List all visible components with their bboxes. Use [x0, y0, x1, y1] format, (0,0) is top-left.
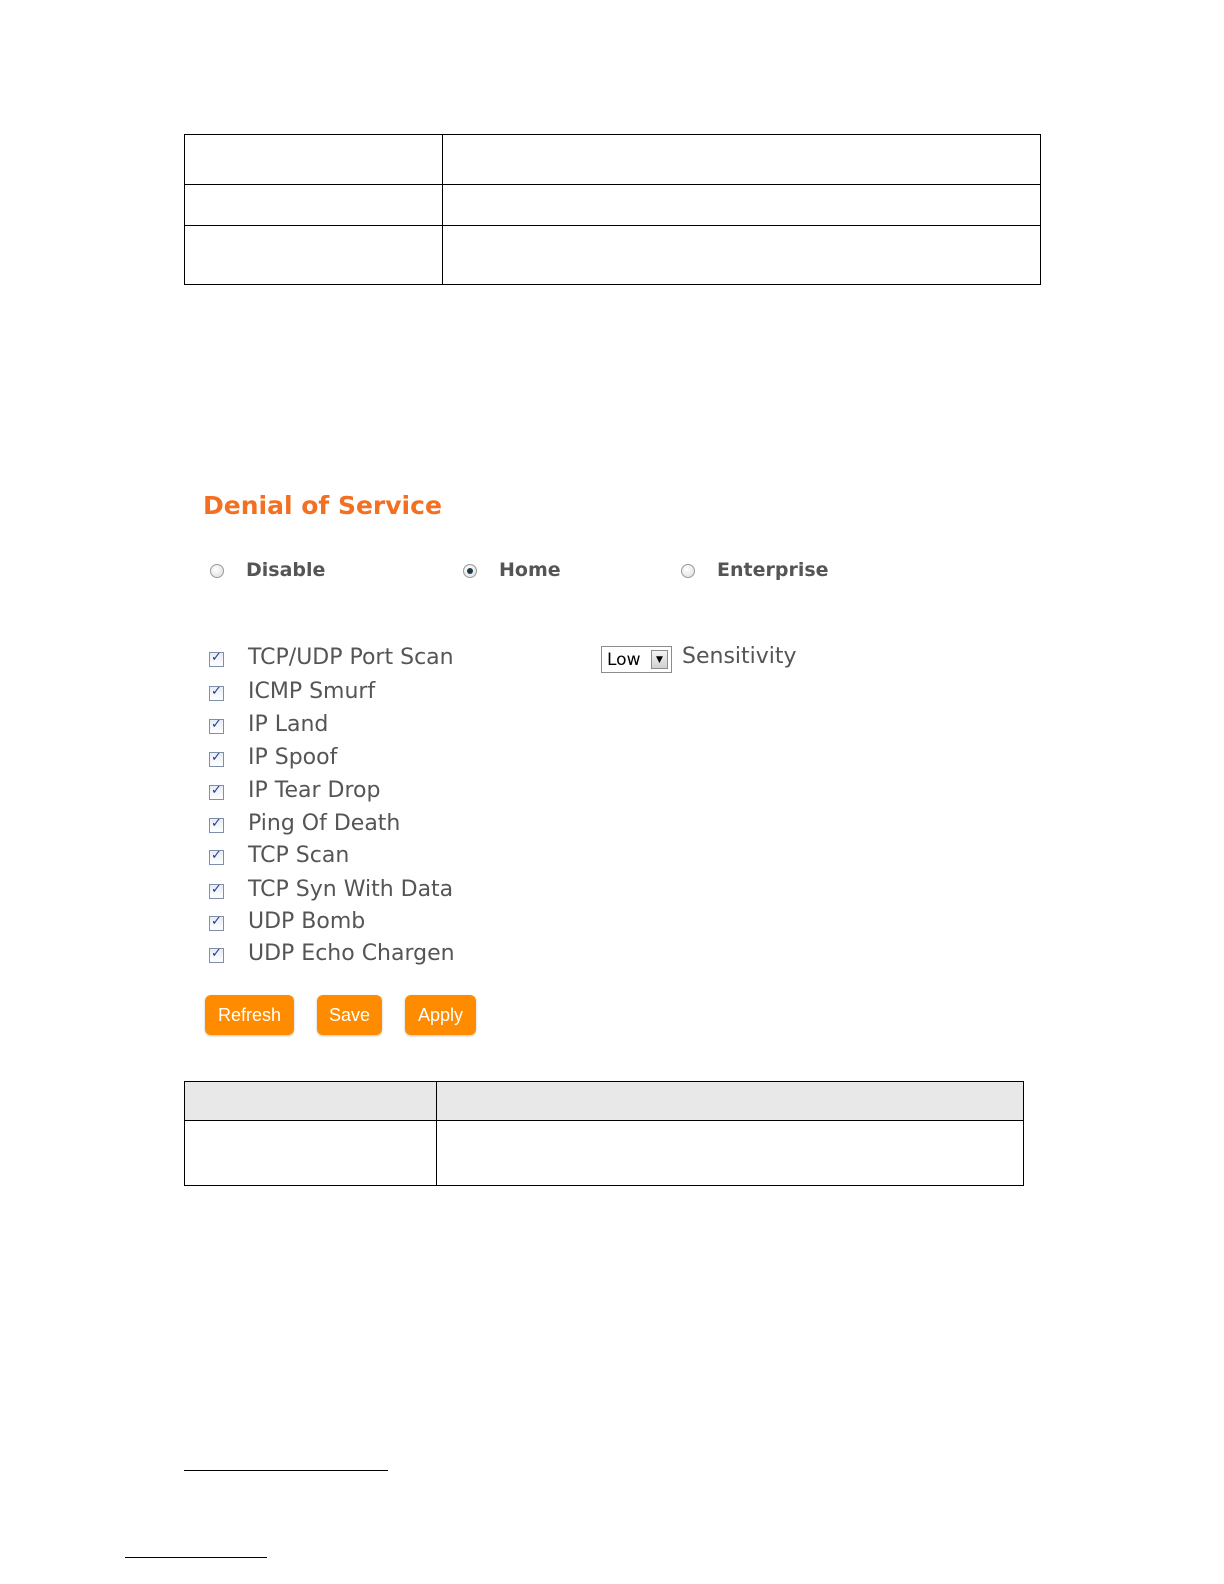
- checkbox[interactable]: [209, 752, 224, 767]
- check-label: IP Land: [248, 712, 329, 737]
- checkbox[interactable]: [209, 948, 224, 963]
- radio-enterprise[interactable]: [681, 564, 695, 578]
- save-button[interactable]: Save: [317, 995, 382, 1035]
- check-ip-tear-drop[interactable]: [209, 777, 381, 807]
- check-label: ICMP Smurf: [248, 679, 376, 704]
- check-label: IP Tear Drop: [248, 778, 381, 803]
- sensitivity-select[interactable]: [601, 646, 672, 673]
- table-cell: [443, 185, 1041, 226]
- check-label: Ping Of Death: [248, 811, 401, 836]
- check-udp-bomb[interactable]: [209, 908, 366, 938]
- sensitivity-value: Low: [607, 649, 641, 670]
- check-tcp-syn-with-data[interactable]: [209, 876, 454, 906]
- checkbox[interactable]: [209, 686, 224, 701]
- table-cell: [437, 1121, 1024, 1186]
- table-cell: [185, 135, 443, 185]
- table-cell: [185, 185, 443, 226]
- check-label: TCP/UDP Port Scan: [248, 645, 454, 670]
- page-title: Denial of Service: [203, 491, 442, 520]
- check-label: UDP Echo Chargen: [248, 941, 455, 966]
- apply-button[interactable]: Apply: [405, 995, 476, 1035]
- radio-disable[interactable]: [210, 564, 224, 578]
- check-ip-spoof[interactable]: [209, 744, 338, 774]
- check-ping-of-death[interactable]: [209, 810, 401, 840]
- mode-option-enterprise[interactable]: [679, 558, 829, 584]
- table-cell: [443, 226, 1041, 285]
- mode-label: Disable: [246, 559, 326, 581]
- refresh-button[interactable]: Refresh: [205, 995, 294, 1035]
- top-empty-table: [184, 134, 1041, 285]
- table-cell: [185, 1121, 437, 1186]
- checkbox[interactable]: [209, 818, 224, 833]
- table-header-cell: [437, 1082, 1024, 1121]
- check-tcp-udp-port-scan[interactable]: [209, 644, 454, 674]
- check-label: TCP Syn With Data: [248, 877, 454, 902]
- table-cell: [185, 226, 443, 285]
- checkbox[interactable]: [209, 850, 224, 865]
- check-tcp-scan[interactable]: [209, 842, 350, 872]
- bottom-empty-table: [184, 1081, 1024, 1186]
- checkbox[interactable]: [209, 652, 224, 667]
- checkbox[interactable]: [209, 884, 224, 899]
- check-udp-echo-chargen[interactable]: [209, 940, 455, 970]
- footnote-separator: [184, 1470, 388, 1471]
- checkbox[interactable]: [209, 719, 224, 734]
- check-label: UDP Bomb: [248, 909, 366, 934]
- check-icmp-smurf[interactable]: [209, 678, 376, 708]
- mode-option-home[interactable]: [461, 558, 561, 584]
- footnote-separator: [125, 1557, 267, 1558]
- chevron-down-icon[interactable]: ▼: [651, 650, 668, 669]
- mode-option-disable[interactable]: [208, 558, 326, 584]
- check-ip-land[interactable]: [209, 711, 329, 741]
- checkbox[interactable]: [209, 916, 224, 931]
- checkbox[interactable]: [209, 785, 224, 800]
- radio-home[interactable]: [463, 564, 477, 578]
- check-label: TCP Scan: [248, 843, 350, 868]
- table-cell: [443, 135, 1041, 185]
- table-header-cell: [185, 1082, 437, 1121]
- mode-label: Home: [499, 559, 561, 581]
- mode-label: Enterprise: [717, 559, 829, 581]
- check-label: IP Spoof: [248, 745, 338, 770]
- sensitivity-label: Sensitivity: [682, 644, 797, 669]
